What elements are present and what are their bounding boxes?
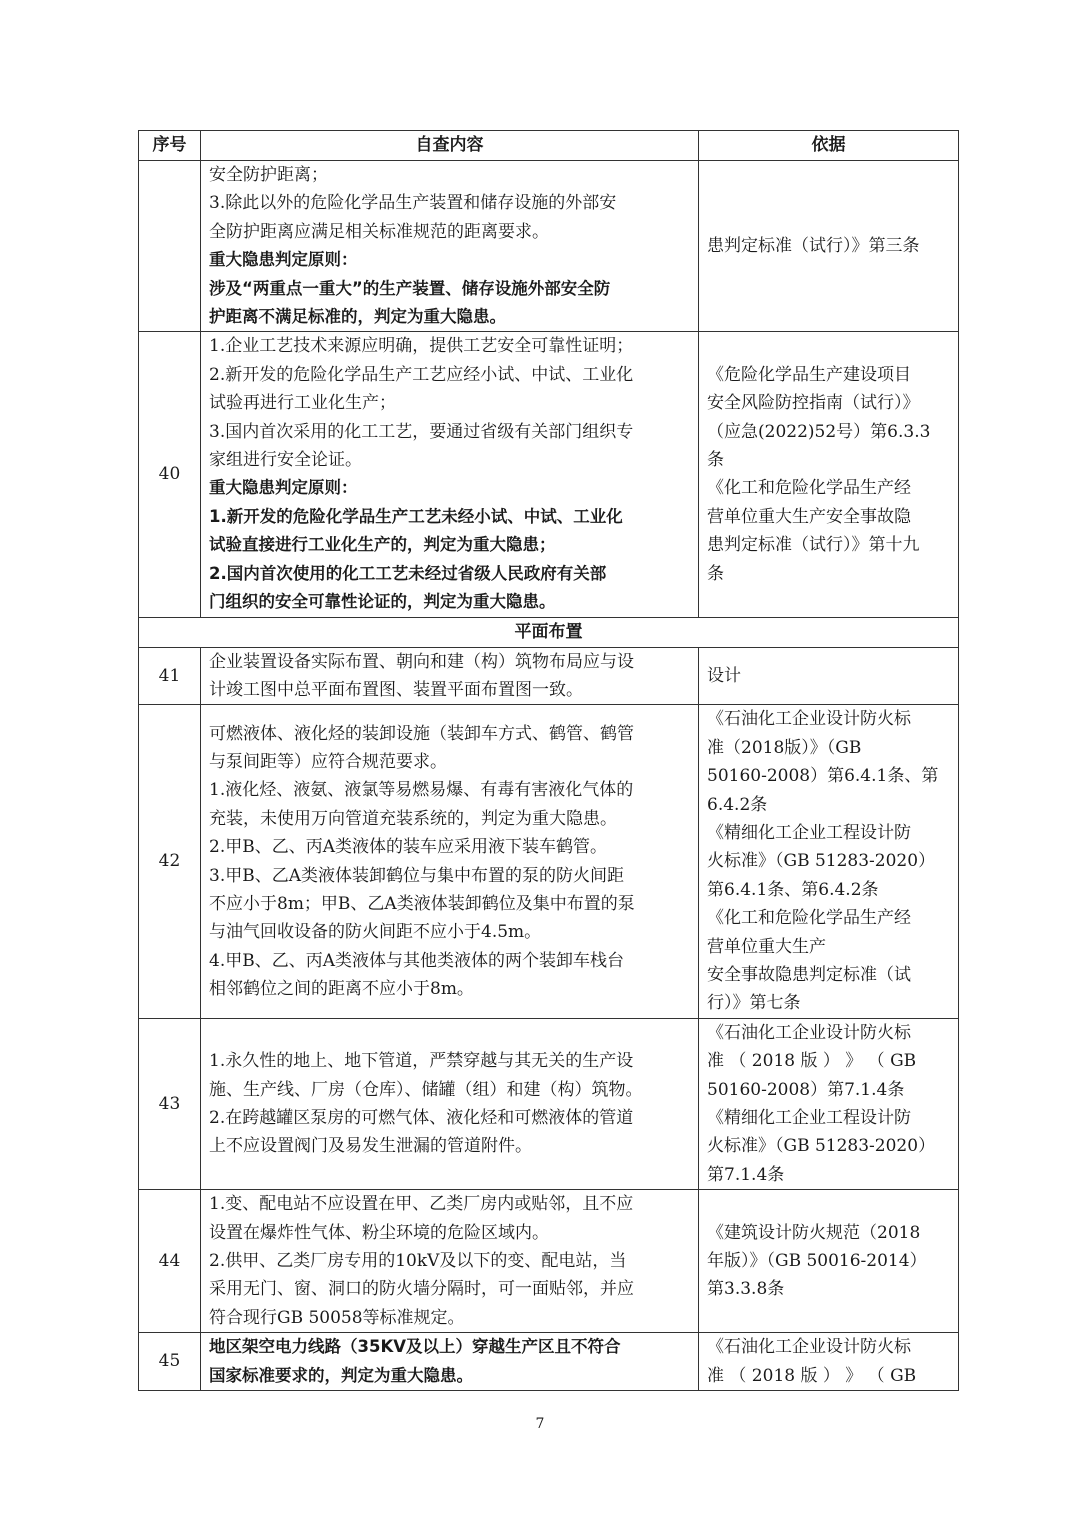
table-row <box>139 647 959 705</box>
text-line: 行）》第七条 <box>707 993 801 1014</box>
text-line: 患判定标准（试行）》第十九 <box>707 535 920 556</box>
section-title: 平面布置 <box>139 617 959 647</box>
text-line: 《化工和危险化学品生产经 <box>707 478 911 499</box>
text-line: 《石油化工企业设计防火标 <box>707 1337 911 1358</box>
table-body <box>139 161 959 1391</box>
text-line: 《精细化工企业工程设计防 <box>707 822 911 843</box>
text-line: 2.新开发的危险化学品生产工艺应经小试、中试、工业化 <box>209 364 634 385</box>
table-row <box>139 1333 959 1391</box>
text-line: 与泵间距等）应符合规范要求。 <box>209 751 447 772</box>
text-line: 采用无门、窗、洞口的防火墙分隔时，可一面贴邻，并应 <box>209 1279 634 1300</box>
text-line: 条 <box>707 563 724 584</box>
row-index: 41 <box>139 647 201 705</box>
text-line: 《建筑设计防火规范（2018 <box>707 1222 921 1243</box>
text-line: 《石油化工企业设计防火标 <box>707 1022 911 1043</box>
section-row <box>139 617 959 647</box>
text-line: 《石油化工企业设计防火标 <box>707 709 911 730</box>
text-line: 充装，未使用万向管道充装系统的，判定为重大隐患。 <box>209 808 617 829</box>
text-line: 安全事故隐患判定标准（试 <box>707 964 911 985</box>
row-index: 45 <box>139 1333 201 1391</box>
row-content <box>201 161 699 332</box>
text-line: 火标准》（GB 51283-2020） <box>707 851 936 872</box>
text-line: 家组进行安全论证。 <box>209 450 362 471</box>
row-index: 40 <box>139 332 201 617</box>
table-row <box>139 1190 959 1333</box>
text-line: 准 （ 2018 版 ） 》 （ GB <box>707 1051 917 1072</box>
text-line: 1.新开发的危险化学品生产工艺未经小试、中试、工业化 <box>209 506 623 526</box>
text-line: （应急(2022)52号）第6.3.3 <box>707 421 931 442</box>
header-index: 序号 <box>139 131 201 161</box>
row-index: 44 <box>139 1190 201 1333</box>
row-basis <box>699 1333 959 1391</box>
text-line: 与油气回收设备的防火间距不应小于4.5m。 <box>209 922 542 943</box>
table-row <box>139 161 959 332</box>
text-line: 试验再进行工业化生产； <box>209 393 396 414</box>
table-header-row <box>139 131 959 161</box>
text-line: 准 （ 2018 版 ） 》 （ GB <box>707 1365 917 1386</box>
text-line: 《危险化学品生产建设项目 <box>707 364 911 385</box>
row-content <box>201 705 699 1018</box>
text-line: 3.甲B、乙A类液体装卸鹤位与集中布置的泵的防火间距 <box>209 865 624 886</box>
row-content <box>201 1190 699 1333</box>
row-basis <box>699 647 959 705</box>
text-line: 营单位重大生产安全事故隐 <box>707 506 911 527</box>
text-line: 条 <box>707 450 724 471</box>
text-line: 火标准》（GB 51283-2020） <box>707 1136 936 1157</box>
text-line: 门组织的安全可靠性论证的，判定为重大隐患。 <box>209 592 556 612</box>
text-line: 50160-2008）第6.4.1条、第 <box>707 766 939 787</box>
text-line: 2.甲B、乙、丙A类液体的装车应采用液下装车鹤管。 <box>209 837 607 858</box>
row-basis <box>699 1190 959 1333</box>
row-content <box>201 332 699 617</box>
text-line: 《精细化工企业工程设计防 <box>707 1108 911 1128</box>
table-row <box>139 705 959 1018</box>
text-line: 符合现行GB 50058等标准规定。 <box>209 1307 465 1328</box>
text-line: 50160-2008）第7.1.4条 <box>707 1079 905 1100</box>
text-line: 2.国内首次使用的化工工艺未经过省级人民政府有关部 <box>209 563 607 583</box>
text-line: 企业装置设备实际布置、朝向和建（构）筑物布局应与设 <box>209 651 634 672</box>
text-line: 安全防护距离； <box>209 165 328 185</box>
text-line: 3.国内首次采用的化工工艺，要通过省级有关部门组织专 <box>209 421 634 442</box>
text-line: 年版）》（GB 50016-2014） <box>707 1251 927 1272</box>
text-line: 计竣工图中总平面布置图、装置平面布置图一致。 <box>209 679 583 700</box>
row-content <box>201 647 699 705</box>
text-line: 第6.4.1条、第6.4.2条 <box>707 879 879 900</box>
row-basis <box>699 705 959 1018</box>
text-line: 国家标准要求的，判定为重大隐患。 <box>209 1365 473 1385</box>
text-line: 全防护距离应满足相关标准规范的距离要求。 <box>209 221 549 242</box>
text-line: 施、生产线、厂房（仓库）、储罐（组）和建（构）筑物。 <box>209 1079 643 1100</box>
text-line: 设计 <box>707 665 741 686</box>
text-line: 第3.3.8条 <box>707 1279 785 1300</box>
text-line: 可燃液体、液化烃的装卸设施（装卸车方式、鹤管、鹤管 <box>209 723 634 744</box>
inspection-table <box>138 130 959 1391</box>
principle-title: 重大隐患判定原则： <box>209 478 358 498</box>
text-line: 涉及“两重点一重大”的生产装置、储存设施外部安全防 <box>209 278 611 298</box>
row-index: 42 <box>139 705 201 1018</box>
text-line: 4.甲B、乙、丙A类液体与其他类液体的两个装卸车栈台 <box>209 950 624 971</box>
text-line: 2.供甲、乙类厂房专用的10kV及以下的变、配电站，当 <box>209 1251 627 1272</box>
text-line: 2.在跨越罐区泵房的可燃气体、液化烃和可燃液体的管道 <box>209 1108 634 1128</box>
text-line: 1.企业工艺技术来源应明确，提供工艺安全可靠性证明； <box>209 336 634 357</box>
text-line: 地区架空电力线路（35KV及以上）穿越生产区且不符合 <box>209 1337 621 1357</box>
text-line: 患判定标准（试行）》第三条 <box>707 236 920 257</box>
text-line: 1.变、配电站不应设置在甲、乙类厂房内或贴邻，且不应 <box>209 1194 634 1215</box>
row-content <box>201 1018 699 1189</box>
text-line: 1.液化烃、液氨、液氯等易燃易爆、有毒有害液化气体的 <box>209 780 634 801</box>
row-content <box>201 1333 699 1391</box>
text-line: 第7.1.4条 <box>707 1164 785 1185</box>
text-line: 准（2018版）》（GB <box>707 737 862 758</box>
principle-title: 重大隐患判定原则： <box>209 250 358 270</box>
header-content: 自查内容 <box>201 131 699 161</box>
text-line: 试验直接进行工业化生产的，判定为重大隐患； <box>209 535 556 555</box>
text-line: 安全风险防控指南（试行）》 <box>707 393 920 414</box>
text-line: 6.4.2条 <box>707 794 768 815</box>
text-line: 护距离不满足标准的，判定为重大隐患。 <box>209 307 506 327</box>
page-number: 7 <box>535 1416 545 1432</box>
text-line: 《化工和危险化学品生产经 <box>707 908 911 929</box>
text-line: 不应小于8m；甲B、乙A类液体装卸鹤位及集中布置的泵 <box>209 893 635 914</box>
table-row <box>139 1018 959 1189</box>
row-index: 43 <box>139 1018 201 1189</box>
text-line: 相邻鹤位之间的距离不应小于8m。 <box>209 979 474 1000</box>
row-basis <box>699 1018 959 1189</box>
text-line: 设置在爆炸性气体、粉尘环境的危险区域内。 <box>209 1222 549 1243</box>
text-line: 上不应设置阀门及易发生泄漏的管道附件。 <box>209 1136 532 1157</box>
text-line: 3.除此以外的危险化学品生产装置和储存设施的外部安 <box>209 193 617 214</box>
row-basis <box>699 161 959 332</box>
text-line: 1.永久性的地上、地下管道，严禁穿越与其无关的生产设 <box>209 1051 634 1072</box>
header-basis: 依据 <box>699 131 959 161</box>
row-index <box>139 161 201 332</box>
table-row <box>139 332 959 617</box>
row-basis <box>699 332 959 617</box>
text-line: 营单位重大生产 <box>707 936 826 957</box>
